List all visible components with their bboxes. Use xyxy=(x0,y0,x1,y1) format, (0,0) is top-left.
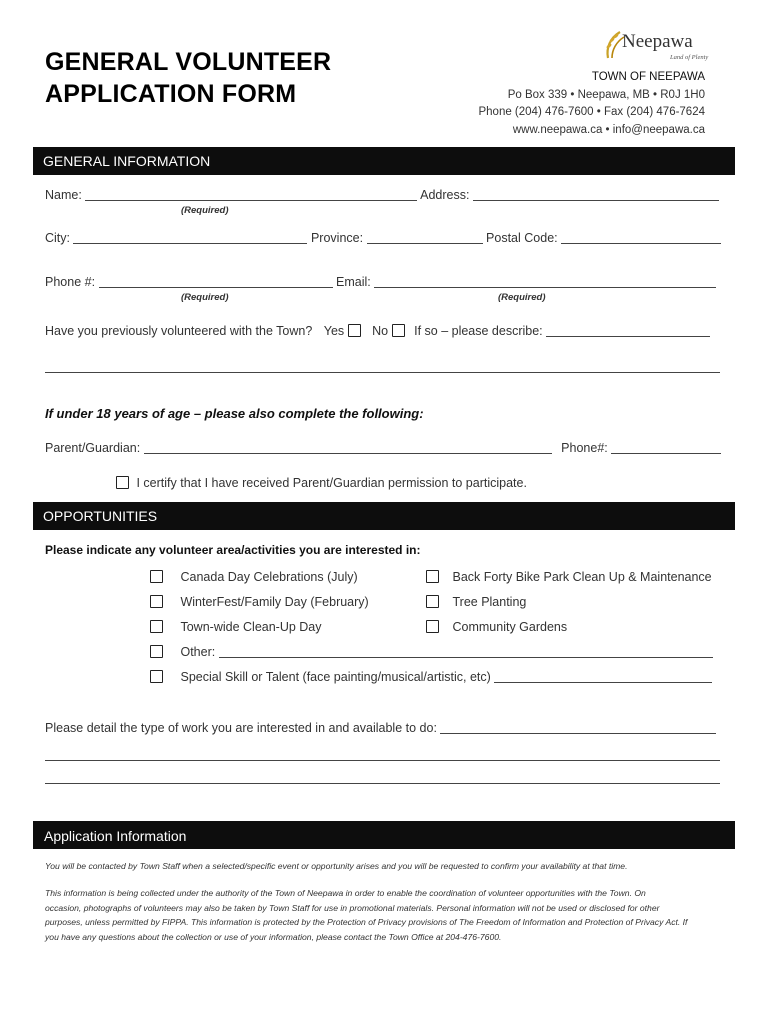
special-skill-field[interactable] xyxy=(494,672,712,683)
volunteered-row xyxy=(45,324,710,338)
name-required-note: (Required) xyxy=(181,205,229,216)
special-skill-label: Special Skill or Talent (face painting/musical/artistic, etc) xyxy=(180,670,491,684)
canada-day-label: Canada Day Celebrations (July) xyxy=(180,570,358,584)
option-community-gardens[interactable] xyxy=(426,620,567,634)
general-info-header: GENERAL INFORMATION xyxy=(33,147,735,175)
postal-code-label: Postal Code: xyxy=(486,231,558,245)
province-label: Province: xyxy=(310,231,364,245)
opportunities-header: OPPORTUNITIES xyxy=(33,502,735,530)
privacy-line-2: occasion, photographs of volunteers may also be taken by Town Staff for use in promotional materials. Personal information will not be used or disclosed for other xyxy=(45,902,660,913)
no-label: No xyxy=(372,324,389,338)
tree-planting-checkbox[interactable] xyxy=(426,595,439,608)
option-special-skill xyxy=(150,670,712,684)
title-line-1: GENERAL VOLUNTEER xyxy=(45,48,332,76)
certify-row xyxy=(116,476,527,490)
other-checkbox[interactable] xyxy=(150,645,163,658)
address-label: Address: xyxy=(420,188,470,202)
community-gardens-label: Community Gardens xyxy=(452,620,568,634)
address-field[interactable] xyxy=(473,190,719,201)
bike-park-label: Back Forty Bike Park Clean Up & Maintenance xyxy=(452,570,712,584)
privacy-notice xyxy=(45,886,735,944)
application-info-header: Application Information xyxy=(33,821,735,849)
other-label: Other: xyxy=(180,645,216,659)
logo-tagline: Land of Plenty xyxy=(670,54,709,61)
name-address-row xyxy=(45,188,719,202)
phone-email-row xyxy=(45,275,716,289)
phone-label: Phone #: xyxy=(45,275,96,289)
org-phone-fax: Phone (204) 476-7600 • Fax (204) 476-7624 xyxy=(478,106,705,118)
city-field[interactable] xyxy=(73,233,307,244)
winterfest-checkbox[interactable] xyxy=(150,595,163,608)
privacy-line-1: This information is being collected under the authority of the Town of Neepawa in order to enable the coordination of volunteer opportunities with the Town. On xyxy=(45,888,646,898)
province-field[interactable] xyxy=(367,233,483,244)
certify-text: I certify that I have received Parent/Guardian permission to participate. xyxy=(136,476,527,490)
other-field[interactable] xyxy=(219,647,713,658)
org-name: TOWN OF NEEPAWA xyxy=(591,71,705,83)
volunteered-question: Have you previously volunteered with the Town? xyxy=(45,324,313,338)
yes-label: Yes xyxy=(323,324,345,338)
email-field[interactable] xyxy=(374,277,716,288)
yes-checkbox[interactable] xyxy=(348,324,361,337)
title-line-2: APPLICATION FORM xyxy=(45,80,297,108)
detail-field-line-3[interactable] xyxy=(45,783,720,784)
privacy-line-3: purposes, unless permitted by FIPPA. This information is protected by the Protection of Privacy provisions of The Freedom of Information and Protection of Privacy Act. If xyxy=(45,917,688,927)
phone-required-note: (Required) xyxy=(181,292,229,303)
certify-checkbox[interactable] xyxy=(116,476,129,489)
option-tree-planting[interactable] xyxy=(426,595,526,609)
form-title xyxy=(45,46,331,110)
detail-label: Please detail the type of work you are interested in and available to do: xyxy=(45,721,437,735)
logo-wordmark: Neepawa xyxy=(622,31,693,52)
guardian-phone-field[interactable] xyxy=(611,443,721,454)
city-row xyxy=(45,231,721,245)
contact-block xyxy=(478,69,705,139)
option-winterfest[interactable] xyxy=(150,595,369,609)
community-gardens-checkbox[interactable] xyxy=(426,620,439,633)
describe-field-line-2[interactable] xyxy=(45,372,720,373)
name-label: Name: xyxy=(45,188,82,202)
minor-heading: If under 18 years of age – please also complete the following: xyxy=(45,406,424,421)
special-skill-checkbox[interactable] xyxy=(150,670,163,683)
email-label: Email: xyxy=(336,275,371,289)
phone-field[interactable] xyxy=(99,277,333,288)
cleanup-day-checkbox[interactable] xyxy=(150,620,163,633)
detail-field[interactable] xyxy=(440,723,716,734)
option-other xyxy=(150,645,713,659)
bike-park-checkbox[interactable] xyxy=(426,570,439,583)
describe-field[interactable] xyxy=(546,326,710,337)
city-label: City: xyxy=(45,231,70,245)
email-required-note: (Required) xyxy=(498,292,546,303)
org-web-email: www.neepawa.ca • info@neepawa.ca xyxy=(512,123,705,136)
option-bike-park[interactable] xyxy=(426,570,712,584)
guardian-phone-label: Phone#: xyxy=(561,441,608,455)
no-checkbox[interactable] xyxy=(392,324,405,337)
option-cleanup-day[interactable] xyxy=(150,620,322,634)
cleanup-day-label: Town-wide Clean-Up Day xyxy=(180,620,322,634)
tree-planting-label: Tree Planting xyxy=(452,595,527,609)
contact-note: You will be contacted by Town Staff when a selected/specific event or opportunity arises and you will be requested to confirm your availability at that time. xyxy=(45,861,628,871)
guardian-row xyxy=(45,441,721,455)
canada-day-checkbox[interactable] xyxy=(150,570,163,583)
describe-label: If so – please describe: xyxy=(414,324,543,338)
privacy-line-4: you have any questions about the collection or use of your information, please contact the Town Office at 204-476-7600. xyxy=(45,931,502,942)
opportunities-prompt: Please indicate any volunteer area/activities you are interested in: xyxy=(45,543,421,557)
detail-field-line-2[interactable] xyxy=(45,760,720,761)
detail-row xyxy=(45,721,716,735)
option-canada-day[interactable] xyxy=(150,570,358,584)
neepawa-logo xyxy=(600,28,710,68)
guardian-field[interactable] xyxy=(144,443,552,454)
org-address: Po Box 339 • Neepawa, MB • R0J 1H0 xyxy=(507,88,705,101)
guardian-label: Parent/Guardian: xyxy=(45,441,141,455)
name-field[interactable] xyxy=(85,190,417,201)
postal-code-field[interactable] xyxy=(561,233,721,244)
winterfest-label: WinterFest/Family Day (February) xyxy=(180,595,369,609)
